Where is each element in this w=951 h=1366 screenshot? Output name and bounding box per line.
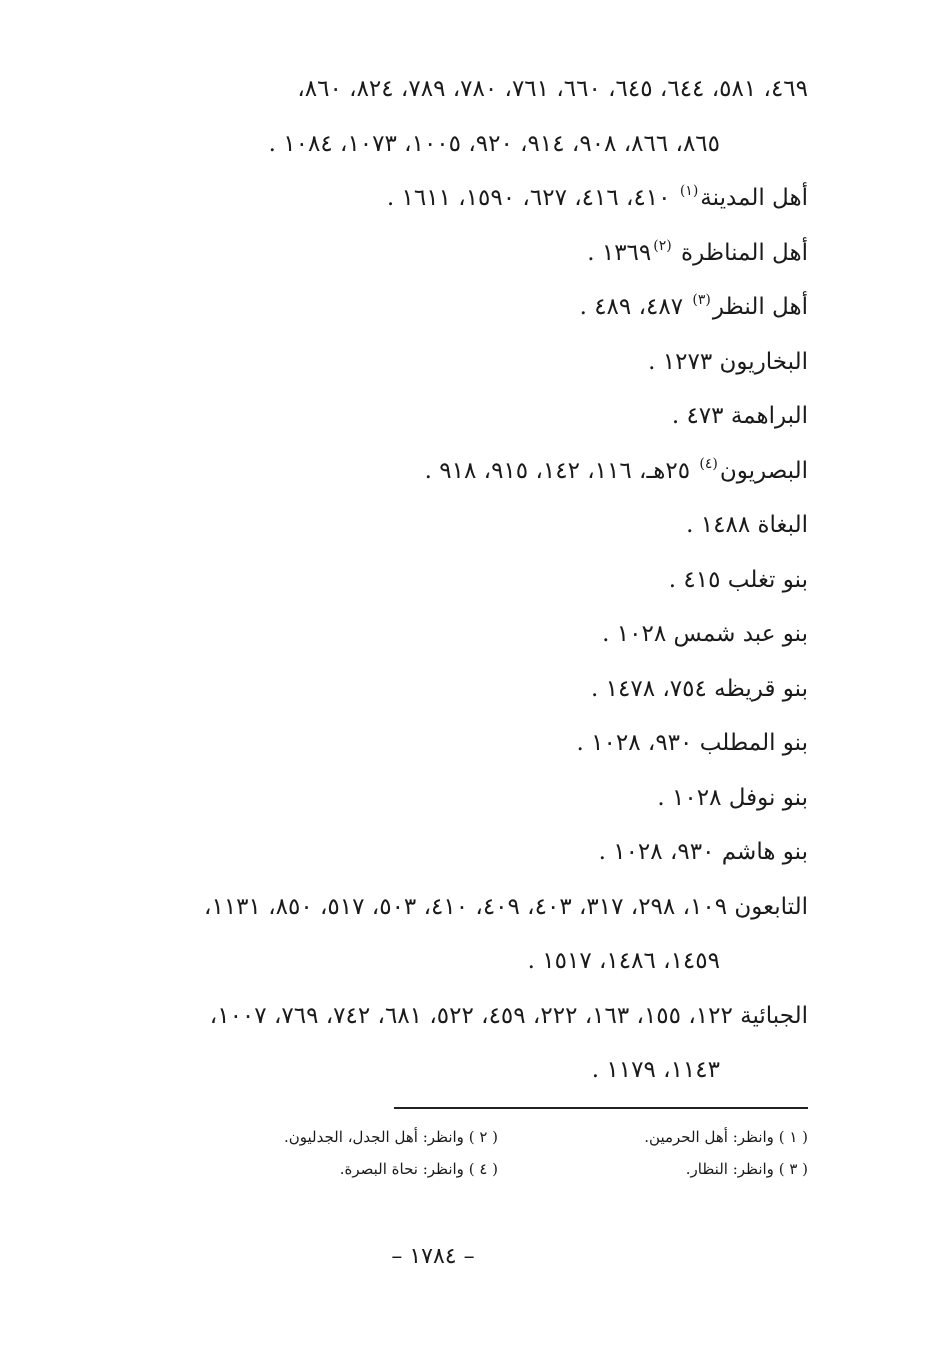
footnote: ( ٢ ) وانظر: أهل الجدل، الجدليون. bbox=[284, 1128, 498, 1146]
index-entry bbox=[83, 335, 808, 390]
index-entry bbox=[83, 171, 808, 226]
index-entry bbox=[83, 389, 808, 444]
index-entry bbox=[83, 825, 808, 880]
entry-term: البخاريون bbox=[719, 348, 808, 375]
footnote: ( ١ ) وانظر: أهل الحرمين. bbox=[644, 1128, 808, 1146]
index-entry bbox=[83, 444, 808, 499]
footnote: ( ٤ ) وانظر: نحاة البصرة. bbox=[339, 1160, 498, 1178]
footnote-separator bbox=[394, 1107, 808, 1109]
entry-pages: ١٢٢، ١٥٥، ١٦٣، ٢٢٢، ٤٥٩، ٥٢٢، ٦٨١، ٧٤٢، ٧٦٩، ١٠٠٧، bbox=[209, 1002, 733, 1029]
entry-pages: ٩٣٠، ١٠٢٨ . bbox=[576, 730, 693, 756]
index-entry bbox=[83, 662, 808, 717]
entry-pages-line: ٨٦٥، ٨٦٦، ٩٠٨، ٩١٤، ٩٢٠، ١٠٠٥، ١٠٧٣، ١٠٨٤ . bbox=[268, 130, 720, 157]
entry-pages: ٤٨٧، ٤٨٩ . bbox=[579, 294, 684, 320]
footnote-marker: (١) bbox=[679, 183, 699, 199]
index-entries bbox=[83, 62, 808, 1098]
entry-pages: ٤٧٣ . bbox=[671, 403, 724, 429]
entry-term: بنو تغلب bbox=[727, 566, 808, 593]
entry-pages-continuation: ١١٤٣، ١١٧٩ . bbox=[591, 1057, 720, 1083]
entry-term: بنو هاشم bbox=[721, 839, 808, 865]
entry-pages: ٧٥٤، ١٤٧٨ . bbox=[591, 675, 707, 702]
entry-pages: ١٠٢٨ . bbox=[602, 621, 667, 647]
footnote-marker: (٣) bbox=[692, 292, 711, 308]
entry-term: بنو قريظه bbox=[714, 675, 808, 702]
entry-term: التابعون bbox=[734, 893, 808, 920]
entry-term: البصريون bbox=[719, 457, 808, 484]
index-entry bbox=[83, 280, 808, 335]
footnote-marker: (٢) bbox=[653, 237, 672, 254]
entry-pages: ٤١٥ . bbox=[668, 566, 721, 593]
index-entry bbox=[83, 226, 808, 281]
entry-term: الجبائية bbox=[740, 1002, 808, 1029]
entry-term: بنو نوفل bbox=[728, 784, 808, 811]
page-number: – ١٧٨٤ – bbox=[391, 1244, 475, 1269]
index-entry-continued bbox=[83, 62, 808, 171]
entry-term: أهل المدينة bbox=[700, 185, 808, 211]
index-entry bbox=[83, 607, 808, 662]
entry-pages: ١٢٧٣ . bbox=[648, 348, 713, 375]
entry-pages: ٢٥هـ، ١١٦، ١٤٢، ٩١٥، ٩١٨ . bbox=[424, 457, 691, 484]
index-entry bbox=[83, 553, 808, 608]
index-entry bbox=[83, 880, 808, 989]
entry-term: أهل المناظرة bbox=[681, 239, 808, 266]
entry-pages-continuation: ١٤٥٩، ١٤٨٦، ١٥١٧ . bbox=[527, 948, 720, 974]
entry-term: البغاة bbox=[757, 512, 808, 538]
index-entry bbox=[83, 716, 808, 771]
entry-pages: ١٠٢٨ . bbox=[657, 784, 722, 811]
entry-term: أهل النظر bbox=[712, 294, 808, 320]
entry-term: بنو عبد شمس bbox=[673, 621, 808, 647]
entry-pages: ١٣٦٩ . bbox=[587, 239, 652, 266]
entry-pages: ٤١٠، ٤١٦، ٦٢٧، ١٥٩٠، ١٦١١ . bbox=[386, 185, 671, 211]
entry-pages: ٩٣٠، ١٠٢٨ . bbox=[598, 839, 715, 865]
entry-pages: ١٠٩، ٢٩٨، ٣١٧، ٤٠٣، ٤٠٩، ٤١٠، ٥٠٣، ٥١٧، ٨٥٠، ١١٣١، bbox=[204, 893, 728, 920]
entry-term: البراهمة bbox=[730, 403, 808, 429]
index-entry bbox=[83, 989, 808, 1098]
entry-pages-line: ٤٦٩، ٥٨١، ٦٤٤، ٦٤٥، ٦٦٠، ٧٦١، ٧٨٠، ٧٨٩، ٨٢٤، ٨٦٠، bbox=[297, 76, 808, 102]
entry-pages: ١٤٨٨ . bbox=[686, 512, 751, 538]
footnotes bbox=[228, 1124, 808, 1182]
entry-term: بنو المطلب bbox=[699, 730, 808, 756]
footnote: ( ٣ ) وانظر: النظار. bbox=[685, 1160, 808, 1178]
index-entry bbox=[83, 771, 808, 826]
index-entry bbox=[83, 498, 808, 553]
footnote-marker: (٤) bbox=[699, 455, 718, 472]
